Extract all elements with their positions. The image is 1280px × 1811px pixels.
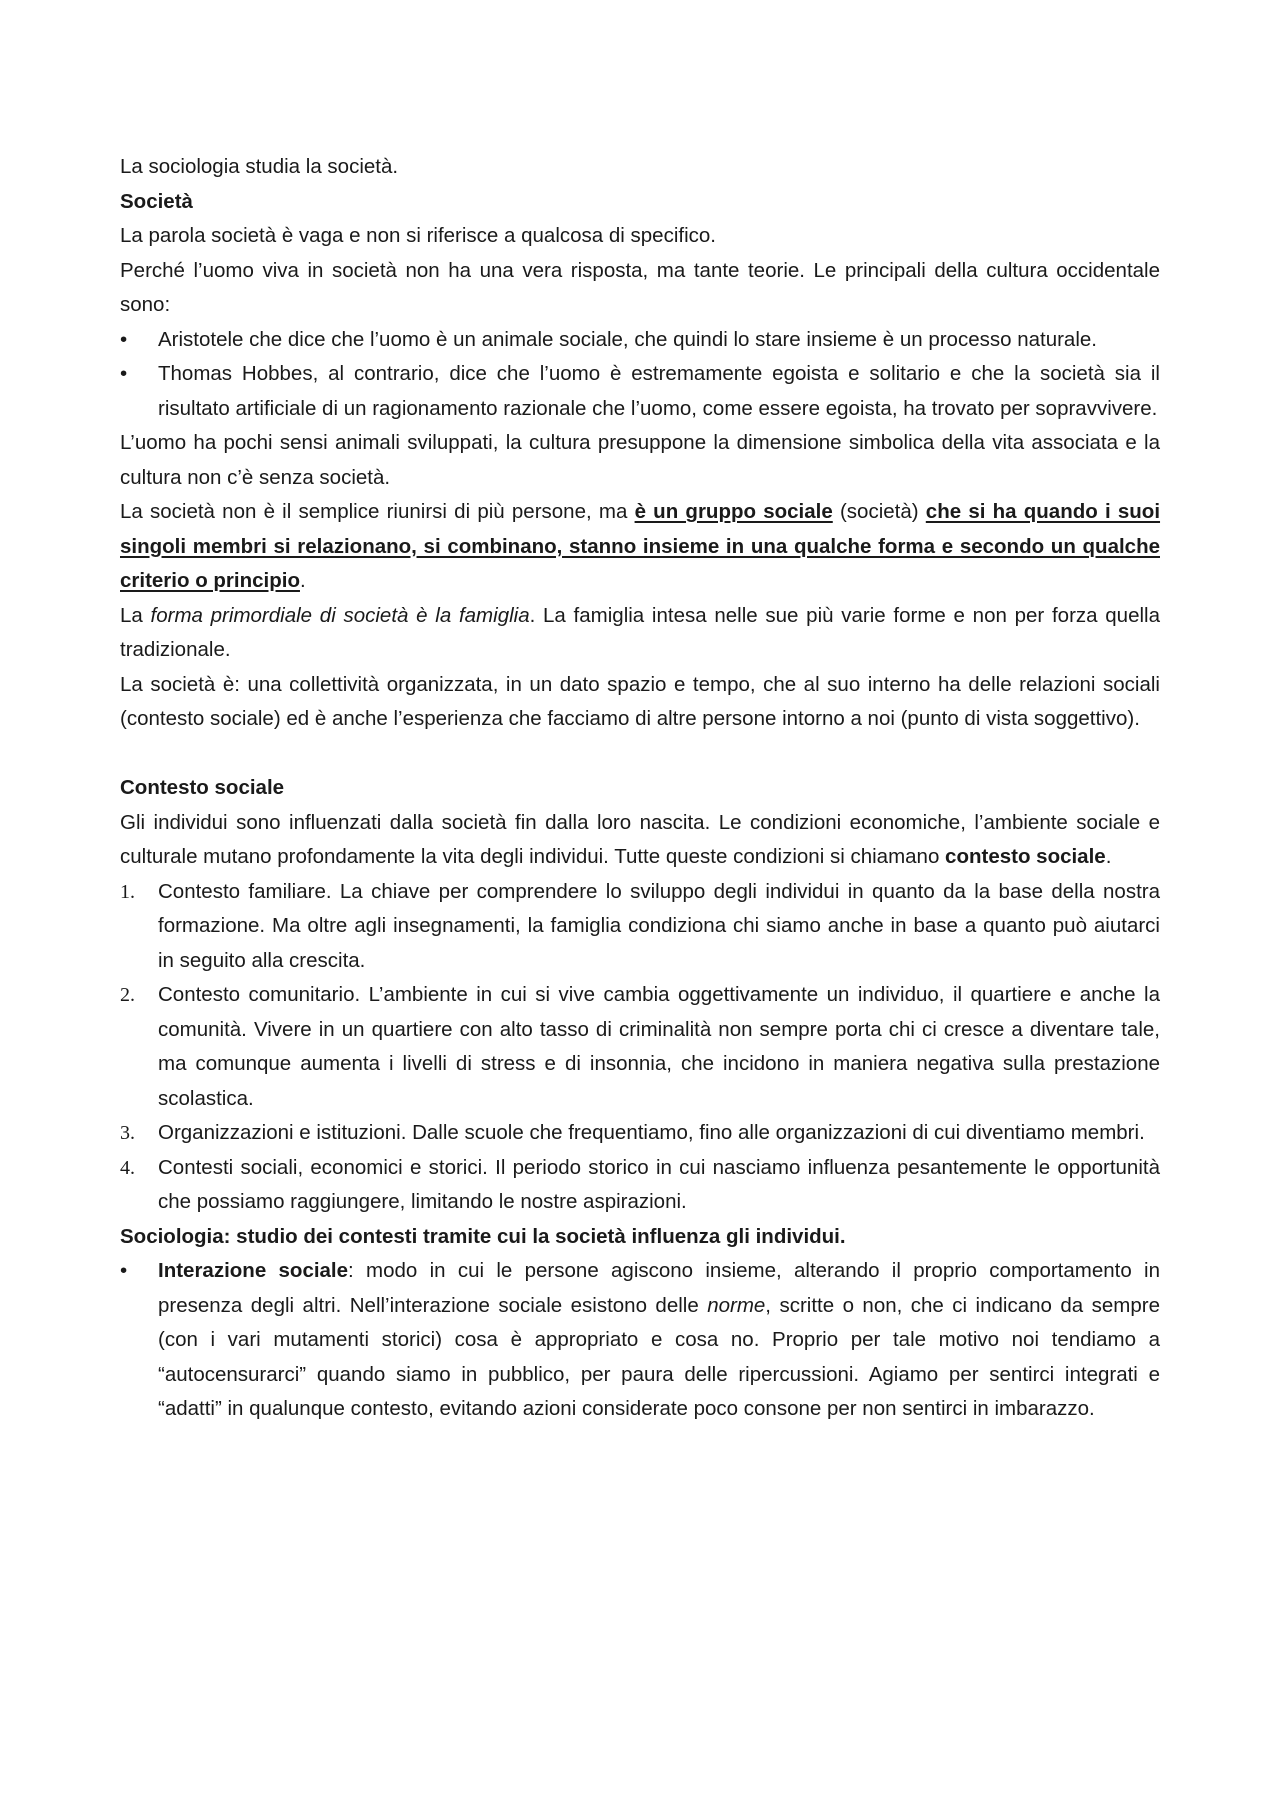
list-item: • Interazione sociale: modo in cui le persone agiscono insieme, alterando il proprio comportamento in presenza degli altri. Nell’interazione sociale esistono delle norme, scritte o non, che ci indicano da sempre (con i vari mutamenti storici) cosa è appropriato e cosa no. Proprio per tale motivo noi tendiamo a “autocensurarci” quando siamo in pubblico, per paura delle ripercussioni. Agiamo per sentirci integrati e “adatti” in qualunque contesto, evitando azioni considerate poco consone per non sentirci in imbarazzo.: [120, 1254, 1160, 1427]
list-item-text: Organizzazioni e istituzioni. Dalle scuole che frequentiamo, fino alle organizzazioni di cui diventiamo membri.: [158, 1121, 1145, 1144]
paragraph: La parola società è vaga e non si riferisce a qualcosa di specifico.: [120, 224, 716, 247]
sociologia-definition: Sociologia: studio dei contesti tramite cui la società influenza gli individui.: [120, 1224, 846, 1248]
list-item-text: Aristotele che dice che l’uomo è un animale sociale, che quindi lo stare insieme è un processo naturale.: [158, 327, 1097, 351]
list-item: [120, 1116, 1160, 1151]
paragraph: La società è: una collettività organizzata, in un dato spazio e tempo, che al suo interno ha delle relazioni sociali (contesto sociale) ed è anche l’esperienza che facciamo di altre persone intorno a noi (punto di vista soggettivo).: [120, 672, 1160, 730]
paragraph-definition: La società non è il semplice riunirsi di più persone, ma è un gruppo sociale (società) che si ha quando i suoi singoli membri si relazionano, si combinano, stanno insieme in una qualche forma e secondo un qualche criterio o principio.: [120, 500, 1161, 592]
list-item: [120, 875, 1160, 979]
numbered-list: [120, 875, 1160, 1220]
paragraph: L’uomo ha pochi sensi animali sviluppati, la cultura presuppone la dimensione simbolica della vita associata e la cultura non c’è senza società.: [120, 431, 1160, 489]
list-number: 2.: [120, 984, 135, 1006]
list-item: [120, 323, 1160, 358]
list-item: [120, 978, 1160, 1116]
paragraph: La forma primordiale di società è la famiglia. La famiglia intesa nelle sue più varie forme e non per forza quella tradizionale.: [120, 603, 1160, 661]
underlined-bold-text: che si ha quando i suoi singoli membri si relazionano, si combinano, stanno insieme in una qualche forma e secondo un qualche criterio o principio: [120, 500, 1161, 592]
list-item-text: Contesto familiare. La chiave per comprendere lo sviluppo degli individui in quanto da la base della nostra formazione. Ma oltre agli insegnamenti, la famiglia condiziona chi siamo anche in base a quanto può aiutarci in seguito alla crescita.: [158, 879, 1160, 972]
intro-line: La sociologia studia la società.: [120, 155, 399, 178]
list-number: 4.: [120, 1156, 135, 1179]
paragraph: Perché l’uomo viva in società non ha una vera risposta, ma tante teorie. Le principali della cultura occidentale sono:: [120, 258, 1160, 316]
heading-societa: Società: [120, 189, 193, 213]
paragraph: Gli individui sono influenzati dalla società fin dalla loro nascita. Le condizioni economiche, l’ambiente sociale e culturale mutano profondamente la vita degli individui. Tutte queste condizioni si chiamano contesto sociale.: [120, 810, 1160, 868]
bullet-marker: •: [120, 1259, 128, 1282]
bold-term: Interazione sociale: [158, 1259, 349, 1282]
bullet-list: [120, 1254, 1160, 1427]
bullet-marker: •: [120, 327, 128, 351]
italic-text: forma primordiale di società è la famiglia: [150, 603, 530, 627]
bold-text: contesto sociale: [945, 845, 1106, 868]
list-number: 1.: [120, 880, 135, 903]
list-item: [120, 357, 1160, 426]
list-item-text: Thomas Hobbes, al contrario, dice che l’uomo è estremamente egoista e solitario e che la società sia il risultato artificiale di un ragionamento razionale che l’uomo, come essere egoista, ha trovato per sopravvivere.: [158, 362, 1160, 420]
bullet-list: [120, 323, 1160, 427]
heading-contesto-sociale: Contesto sociale: [120, 776, 285, 799]
underlined-bold-text: è un gruppo sociale: [634, 500, 833, 523]
document-page: [120, 150, 1160, 1427]
spacer: [120, 737, 1160, 772]
italic-text: norme: [707, 1293, 766, 1317]
list-item: [120, 1151, 1160, 1220]
list-number: 3.: [120, 1122, 135, 1144]
list-item-text: Contesto comunitario. L’ambiente in cui si vive cambia oggettivamente un individuo, il quartiere e anche la comunità. Vivere in un quartiere con alto tasso di criminalità non sempre porta chi ci cresce a diventare tale, ma comunque aumenta i livelli di stress e di insonnia, che incidono in maniera negativa sulla prestazione scolastica.: [158, 983, 1160, 1110]
bullet-marker: •: [120, 362, 128, 385]
list-item-text: Contesti sociali, economici e storici. Il periodo storico in cui nasciamo influenza pesantemente le opportunità che possiamo raggiungere, limitando le nostre aspirazioni.: [158, 1155, 1160, 1213]
